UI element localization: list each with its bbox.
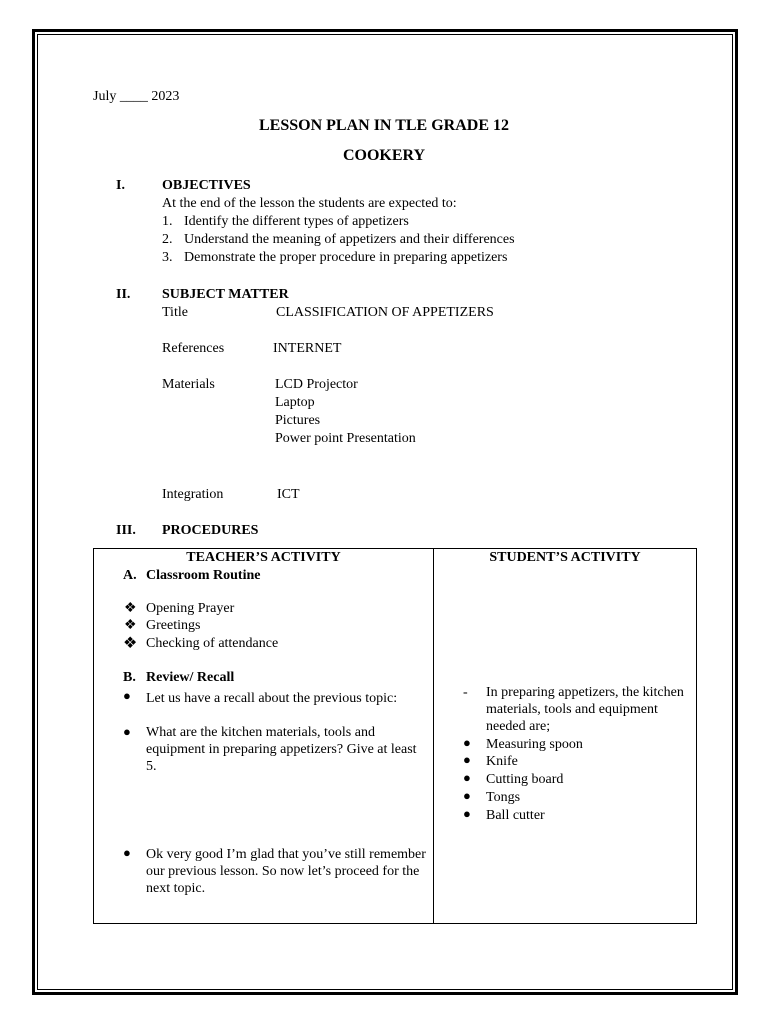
integration-value: ICT [277, 487, 300, 502]
bullet-icon: ● [463, 735, 471, 750]
dash-bullet: - [463, 685, 468, 700]
student-item-4: Tongs [486, 790, 521, 805]
student-item-3: Cutting board [486, 772, 564, 787]
materials-label: Materials [162, 377, 215, 392]
integration-label: Integration [162, 487, 224, 502]
student-item-1: Measuring spoon [486, 737, 583, 752]
bullet-icon: ● [463, 788, 471, 803]
material-item-1: LCD Projector [275, 377, 358, 392]
objective-item-2: 2. Understand the meaning of appetizers and their differences [162, 232, 515, 247]
section-b-letter: B. [123, 670, 136, 685]
objective-item-1: 1. Identify the different types of appetizers [162, 214, 409, 229]
material-item-4: Power point Presentation [275, 431, 416, 446]
review-item-2: What are the kitchen materials, tools and equipment in preparing appetizers? Give at least 5. [146, 725, 417, 774]
routine-item-1: Opening Prayer [146, 601, 235, 616]
title-value: CLASSIFICATION OF APPETIZERS [276, 305, 494, 320]
references-value: INTERNET [273, 341, 342, 356]
teacher-activity-header: TEACHER’S ACTIVITY [186, 550, 341, 565]
page-subtitle: COOKERY [342, 147, 426, 164]
routine-item-3: Checking of attendance [146, 636, 279, 651]
review-item-1: Let us have a recall about the previous topic: [146, 691, 398, 706]
bullet-icon: ● [463, 752, 471, 767]
subject-numeral: II. [116, 287, 131, 302]
page-title: LESSON PLAN IN TLE GRADE 12 [259, 117, 509, 134]
section-a-letter: A. [123, 568, 137, 583]
objective-item-3: 3. Demonstrate the proper procedure in preparing appetizers [162, 250, 508, 265]
student-intro: In preparing appetizers, the kitchen materials, tools and equipment needed are; [486, 685, 684, 734]
bullet-icon: ● [463, 770, 471, 785]
bullet-icon: ● [463, 806, 471, 821]
procedures-table [93, 548, 697, 924]
objectives-numeral: I. [116, 178, 125, 193]
student-activity-header: STUDENT’S ACTIVITY [489, 550, 641, 565]
date-line: July ____ 2023 [93, 89, 180, 104]
student-activity-column [434, 549, 697, 924]
section-b-title: Review/ Recall [146, 670, 235, 685]
diamond-bullet-icon: ❖ [123, 635, 138, 652]
objectives-heading: OBJECTIVES [162, 178, 251, 193]
material-item-3: Pictures [275, 413, 321, 428]
diamond-bullet-icon: ❖ [124, 601, 137, 616]
title-label: Title [162, 305, 188, 320]
bullet-icon: ● [123, 688, 131, 703]
references-label: References [162, 341, 225, 356]
bullet-icon: ● [123, 845, 131, 860]
material-item-2: Laptop [275, 395, 315, 410]
procedures-numeral: III. [116, 523, 136, 538]
review-item-3: Ok very good I’m glad that you’ve still remember our previous lesson. So now let’s proceed for the next topic. [146, 847, 426, 896]
diamond-bullet-icon: ❖ [124, 618, 137, 633]
student-item-2: Knife [486, 754, 518, 769]
student-item-5: Ball cutter [486, 808, 545, 823]
bullet-icon: ● [123, 724, 131, 739]
section-a-title: Classroom Routine [146, 568, 261, 583]
routine-item-2: Greetings [146, 618, 201, 633]
objectives-intro: At the end of the lesson the students are expected to: [162, 196, 457, 211]
subject-heading: SUBJECT MATTER [162, 287, 289, 302]
procedures-heading: PROCEDURES [162, 523, 259, 538]
teacher-activity-column [94, 549, 434, 924]
